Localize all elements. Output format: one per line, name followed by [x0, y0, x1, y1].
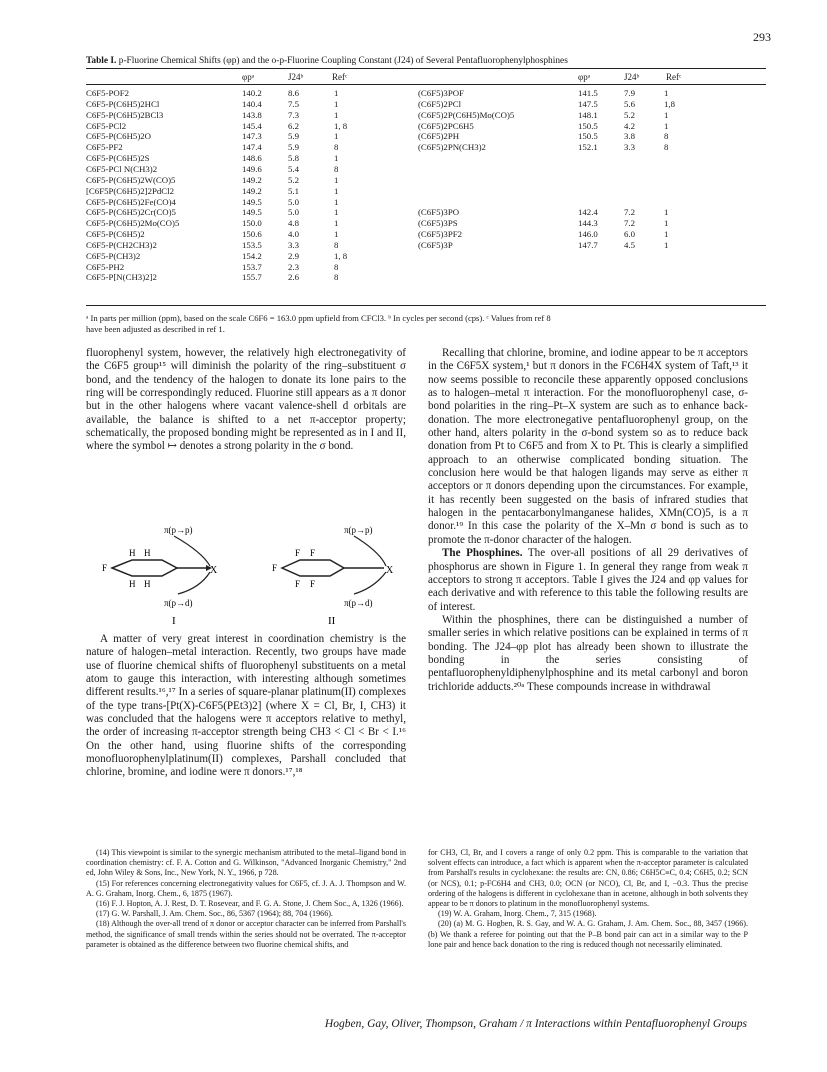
cell-j: 7.3	[288, 109, 299, 120]
arc-top-1	[174, 536, 210, 566]
cell-ref: 8	[334, 261, 339, 272]
table-row	[86, 89, 386, 98]
atom-h-3: H	[129, 579, 136, 589]
cell-compound: C6F5-P(C6H5)2HCl	[86, 99, 160, 109]
cell-j: 5.9	[288, 142, 299, 153]
cell-ref: 1	[334, 174, 339, 185]
cell-j: 4.0	[288, 229, 299, 240]
cell-phi: 140.2	[242, 88, 262, 98]
label-top-2: π(p→p)	[344, 525, 373, 535]
right-paragraph-2-text: The over-all positions of all 29 derivatives of phosphorus are shown in Figure 1. In general they range from weak π acceptors to strong π acceptors. Table I gives the J24 and φp values for each derivative and with reference to this table the following results are of interest.	[428, 547, 748, 613]
table-row	[86, 208, 386, 217]
table-row	[86, 122, 386, 131]
cell-j: 7.2	[624, 207, 635, 217]
table-row	[86, 111, 386, 120]
phosphines-heading: The Phosphines.	[442, 547, 523, 560]
cell-phi: 149.2	[242, 174, 262, 185]
header-j-left: J24ᵇ	[288, 72, 304, 82]
table-row	[418, 132, 718, 141]
cell-compound: C6F5-P(C6H5)2Mo(CO)5	[86, 219, 180, 229]
cell-ref: 8	[334, 142, 339, 153]
atom-f-5: F	[295, 579, 301, 589]
bonding-diagram	[82, 520, 412, 630]
atom-h-4: H	[144, 579, 151, 589]
table-caption-label: Table I.	[86, 56, 117, 66]
label-bot-1: π(p→d)	[164, 598, 193, 608]
table-row	[418, 230, 718, 239]
cell-j: 3.3	[288, 239, 299, 250]
cell-phi: 153.5	[242, 239, 262, 250]
arc-top-2	[354, 536, 386, 566]
cell-j: 3.8	[624, 131, 635, 142]
left-paragraph-2: A matter of very great interest in coordination chemistry is the nature of halogen–metal interaction. Recently, two groups have made use of fluorine chemical shifts of fluorophenyl substituents on a metal atom to gauge this interaction, with interesting although sometimes different results.¹⁶,¹⁷ In a series of square-planar platinum(II) complexes of the type trans-[Pt(X)-C6F5(PEt3)2] (where X = Cl, Br, I, CH3) it was concluded that the halogens were π acceptors relative to methyl, the order of increasing π-acceptor strength being CH3 < Cl < Br < I.¹⁶ On the other hand, using fluorine shifts of the corresponding monofluorophenylplatinum(II) complexes, Parshall concluded that chlorine, bromine, and iodine were π donors.¹⁷,¹⁸	[86, 633, 406, 779]
cell-compound: C6F5-P(C6H5)2Cr(CO)5	[86, 208, 176, 218]
cell-phi: 150.6	[242, 229, 262, 240]
left-column-text-top	[86, 347, 406, 454]
bonding-diagram-svg	[82, 520, 412, 630]
table-row	[418, 89, 718, 98]
cell-compound: C6F5-POF2	[86, 89, 130, 98]
cell-phi: 147.7	[578, 239, 598, 250]
right-column-text	[428, 347, 748, 694]
cell-ref: 8	[334, 239, 339, 250]
cell-j: 5.9	[288, 131, 299, 142]
cell-ref: 1	[334, 98, 339, 109]
cell-compound: (C6F5)3POF	[418, 89, 464, 98]
cell-phi: 149.5	[242, 196, 262, 207]
label-top-1: π(p→p)	[164, 525, 193, 535]
atom-f-1: F	[102, 563, 108, 573]
cell-j: 6.0	[624, 228, 635, 239]
table-row	[86, 100, 386, 109]
table-row	[86, 219, 386, 228]
footnotes-right	[428, 848, 748, 950]
ring-1	[112, 560, 177, 576]
cell-ref: 1	[334, 185, 339, 196]
cell-compound: (C6F5)2PCl	[418, 99, 462, 109]
cell-compound: (C6F5)2PH	[418, 132, 460, 142]
cell-compound: C6F5-P(C6H5)2W(CO)5	[86, 175, 176, 185]
table-top-rule	[86, 68, 766, 69]
table-caption-text: p-Fluorine Chemical Shifts (φp) and the o-p-Fluorine Coupling Constant (J24) of Several Pentafluorophenylphosphines	[116, 56, 568, 66]
roman-1: I	[172, 615, 176, 627]
header-phi-left: φpᵃ	[242, 72, 255, 82]
cell-compound: (C6F5)2PN(CH3)2	[418, 143, 486, 153]
table-row	[418, 219, 718, 228]
cell-ref: 1	[334, 153, 339, 164]
header-j-right: J24ᵇ	[624, 72, 640, 82]
cell-phi: 147.3	[242, 131, 262, 142]
table-row	[86, 187, 386, 196]
atom-f-4: F	[272, 563, 278, 573]
arc-bot-1	[178, 572, 210, 594]
cell-compound: (C6F5)3P	[418, 240, 453, 250]
cell-ref: 1	[664, 228, 669, 239]
table-row	[86, 154, 386, 163]
cell-compound: C6F5-P(CH2CH3)2	[86, 240, 157, 250]
cell-phi: 150.5	[578, 120, 598, 131]
cell-j: 5.0	[288, 196, 299, 207]
header-ref-left: Refᶜ	[332, 72, 348, 82]
footnote-18: (18) Although the over-all trend of π donor or acceptor character can be inferred from Parshall's method, the significance of small trends within the series should not be overrated. The π-acceptor parameter is obtained as the difference between two fluorine chemical shifts, and	[86, 919, 406, 949]
cell-compound: C6F5-P[N(CH3)2]2	[86, 273, 157, 283]
cell-compound: C6F5-P(C6H5)2O	[86, 132, 152, 142]
cell-phi: 153.7	[242, 261, 262, 272]
table-bottom-rule	[86, 305, 766, 306]
table-header-rule	[86, 84, 766, 85]
cell-compound: C6F5-P(C6H5)2S	[86, 154, 150, 164]
table-footnote	[86, 313, 766, 335]
table-row	[86, 143, 386, 152]
cell-j: 2.9	[288, 250, 299, 261]
cell-ref: 1	[664, 109, 669, 120]
cell-ref: 1	[334, 88, 339, 98]
cell-ref: 1,8	[664, 98, 675, 109]
header-ref-right: Refᶜ	[666, 72, 682, 82]
footnote-18-cont: for CH3, Cl, Br, and I covers a range of only 0.2 ppm. This is comparable to the variation that solvent effects can introduce, a fact which is apparent when the π-acceptor parameter is calculated from Parshall's results in cyclohexane: the results are: CN, 0.86; C6H5C≡C, 0.4; C6H5, 0.2; SCN (or NCS), 0.1; p-FC6H4 and CH3, 0.0; OCN (or NCO), Cl, Br, and I, −0.3. Thus the precise ordering of the halogens is different in cyclohexane than in acetone, although in both solvents they appear to be π donors to platinum in the monofluorophenyl systems.	[428, 848, 748, 909]
cell-ref: 1	[664, 217, 669, 228]
cell-phi: 141.5	[578, 88, 598, 98]
cell-j: 5.2	[288, 174, 299, 185]
cell-phi: 142.4	[578, 207, 598, 217]
footnote-19: (19) W. A. Graham, Inorg. Chem., 7, 315 (1968).	[438, 909, 597, 919]
left-paragraph-1: fluorophenyl system, however, the relatively high electronegativity of the C6F5 group¹⁵ will diminish the polarity of the ring–substituent σ bond, and the tendency of the halogen to donate its lone pairs to the ring will be correspondingly reduced. Fluorine still appears as a π donor but in the other halogens where vacant valence-shell d orbitals are available, the balance is shifted to a net π-acceptor property; schematically, the proposed bonding might be represented as in I and II, where the symbol ↦ denotes a strong polarity in the σ bond.	[86, 347, 406, 453]
cell-j: 8.6	[288, 88, 299, 98]
table-row	[418, 100, 718, 109]
cell-j: 7.2	[624, 217, 635, 228]
cell-j: 6.2	[288, 120, 299, 131]
cell-j: 5.8	[288, 153, 299, 164]
cell-ref: 1	[334, 196, 339, 207]
cell-ref: 8	[334, 163, 339, 174]
cell-ref: 1, 8	[334, 120, 348, 131]
cell-compound: [C6F5P(C6H5)2]2PdCl2	[86, 186, 174, 196]
cell-phi: 148.1	[578, 109, 598, 120]
cell-phi: 149.5	[242, 207, 262, 218]
cell-j: 7.9	[624, 88, 635, 98]
cell-compound: C6F5-PCl N(CH3)2	[86, 164, 158, 174]
cell-ref: 1	[334, 131, 339, 142]
cell-compound: (C6F5)3PS	[418, 218, 458, 228]
atom-h-2: H	[144, 548, 151, 558]
table-row	[418, 111, 718, 120]
table-row	[86, 132, 386, 141]
footnote-14: (14) This viewpoint is similar to the synergic mechanism attributed to the metal–ligand bond in coordination chemistry: cf. F. A. Cotton and G. Wilkinson, "Advanced Inorganic Chemistry," 2nd ed, John Wiley & Sons, Inc., New York, N. Y., 1966, p 728.	[86, 848, 406, 878]
cell-phi: 144.3	[578, 217, 598, 228]
cell-phi: 155.7	[242, 272, 262, 283]
cell-ref: 8	[334, 272, 339, 283]
right-paragraph-1: Recalling that chlorine, bromine, and iodine appear to be π acceptors in the C6F5X system,¹ but π donors in the FC6H4X system of Taft,¹³ it now seems possible to reconcile these apparently opposed conclusions as to halogen–metal π interaction. For the monofluorophenyl case, σ-bond polarities in the ring–Pt–X system are such as to enhance back-donation. The more electronegative pentafluorophenyl group, on the other hand, alters polarity in the σ-bond system so as to reduce back donation from Pt to C6F5 and from X to Pt. This is clearly a simplified approach to an otherwise complicated bonding situation. The conclusion here would be that halogen ligands may serve as either π acceptors or π donors depending upon the circumstances. For example, it has recently been suggested on the basis of infrared studies that halogen in the pentacarbonylmanganese halides, XMn(CO)5, is a π donor.¹⁹ In this case the polarity of the X–Mn σ bond is such as to promote the π-donor character of the halogen.	[428, 347, 748, 546]
cell-j: 4.5	[624, 239, 635, 250]
cell-j: 2.6	[288, 272, 299, 283]
cell-phi: 143.8	[242, 109, 262, 120]
cell-phi: 148.6	[242, 153, 262, 164]
right-paragraph-3: Within the phosphines, there can be distinguished a number of smaller series in which relative positions can be explained in terms of π bonding. The J24–φp plot has already been shown to illustrate the bonding in the series consisting of pentafluorophenyldiphenylphosphine and its metal carbonyl and boron trichloride adducts.²⁰ᵃ These compounds increase in withdrawal	[428, 613, 748, 693]
cell-compound: C6F5-P(C6H5)2	[86, 230, 145, 239]
cell-ref: 1	[664, 239, 669, 250]
cell-phi: 140.4	[242, 98, 262, 109]
footnotes-left	[86, 848, 406, 950]
cell-phi: 146.0	[578, 228, 598, 239]
cell-j: 5.2	[624, 109, 635, 120]
cell-phi: 147.4	[242, 142, 262, 153]
table-row	[86, 230, 386, 239]
table-row	[86, 263, 386, 272]
header-phi-right: φpᵃ	[578, 72, 591, 82]
page-number: 293	[753, 30, 771, 44]
footnote-15: (15) For references concerning electronegativity values for C6F5, cf. J. A. J. Thompson and W. A. G. Graham, Inorg. Chem., 6, 1875 (1967).	[86, 878, 406, 898]
cell-phi: 152.1	[578, 142, 598, 153]
table-row	[86, 252, 386, 261]
cell-ref: 1	[334, 109, 339, 120]
cell-ref: 1	[334, 207, 339, 218]
table-row	[86, 241, 386, 250]
cell-j: 5.0	[288, 207, 299, 218]
cell-ref: 8	[664, 142, 669, 153]
cell-j: 5.6	[624, 98, 635, 109]
footnote-20: (20) (a) M. G. Hogben, R. S. Gay, and W. A. G. Graham, J. Am. Chem. Soc., 88, 3457 (1966). (b) We thank a referee for pointing out that the P–B bond pair can act in a similar way to the P lone pair and hence back donation to the ring is reduced though not necessarily eliminated.	[428, 919, 748, 949]
table-row	[86, 176, 386, 185]
roman-2: II	[328, 615, 336, 627]
cell-j: 5.1	[288, 185, 299, 196]
left-column-text-bottom	[86, 633, 406, 780]
atom-f-6: F	[310, 579, 316, 589]
cell-j: 4.8	[288, 218, 299, 229]
cell-compound: (C6F5)2P(C6H5)Mo(CO)5	[418, 110, 515, 120]
table-caption	[86, 55, 766, 67]
ring-2	[282, 560, 344, 576]
footnote-17: (17) G. W. Parshall, J. Am. Chem. Soc., 86, 5367 (1964); 88, 704 (1966).	[96, 909, 333, 919]
footnote-16: (16) F. J. Hopton, A. J. Rest, D. T. Rosevear, and F. G. A. Stone, J. Chem Soc., A, 1326 (1966).	[96, 899, 404, 909]
cell-phi: 154.2	[242, 250, 262, 261]
cell-ref: 1	[664, 207, 669, 217]
cell-j: 3.3	[624, 142, 635, 153]
table-row	[86, 165, 386, 174]
atom-f-3: F	[310, 548, 316, 558]
atom-h-1: H	[129, 548, 136, 558]
cell-phi: 145.4	[242, 120, 262, 131]
atom-x-1: X	[210, 565, 218, 576]
cell-compound: C6F5-PCl2	[86, 121, 127, 131]
cell-compound: C6F5-P(CH3)2	[86, 251, 141, 261]
table-row	[86, 198, 386, 207]
cell-j: 7.5	[288, 98, 299, 109]
arc-bot-2	[354, 572, 386, 594]
table-row	[418, 241, 718, 250]
cell-compound: (C6F5)2PC6H5	[418, 121, 474, 131]
running-footer: Hogben, Gay, Oliver, Thompson, Graham / π Interactions within Pentafluorophenyl Groups	[324, 1018, 747, 1030]
cell-phi: 150.0	[242, 218, 262, 229]
cell-j: 4.2	[624, 120, 635, 131]
table-row	[418, 122, 718, 131]
cell-compound: (C6F5)3PF2	[418, 229, 462, 239]
label-bot-2: π(p→d)	[344, 598, 373, 608]
cell-compound: C6F5-PH2	[86, 262, 125, 272]
atom-x-2: X	[386, 565, 394, 576]
cell-ref: 1, 8	[334, 250, 348, 261]
table-row	[418, 143, 718, 152]
cell-ref: 1	[664, 120, 669, 131]
cell-ref: 1	[664, 88, 669, 98]
cell-ref: 1	[334, 229, 339, 240]
table-footnote-line-1: ᵃ In parts per million (ppm), based on the scale C6F6 = 163.0 ppm upfield from CFCl3. ᵇ In cycles per second (cps). ᶜ Values from ref 8	[86, 313, 551, 323]
cell-j: 5.4	[288, 163, 299, 174]
table-row	[86, 273, 386, 282]
cell-compound: C6F5-P(C6H5)2BCl3	[86, 110, 164, 120]
table-footnote-line-2: have been adjusted as described in ref 1.	[86, 324, 225, 334]
cell-compound: (C6F5)3PO	[418, 208, 460, 217]
cell-j: 2.3	[288, 261, 299, 272]
cell-compound: C6F5-PF2	[86, 143, 123, 153]
cell-phi: 149.6	[242, 163, 262, 174]
cell-ref: 1	[334, 218, 339, 229]
cell-compound: C6F5-P(C6H5)2Fe(CO)4	[86, 197, 176, 207]
cell-ref: 8	[664, 131, 669, 142]
right-paragraph-2	[428, 547, 748, 614]
atom-f-2: F	[295, 548, 301, 558]
cell-phi: 149.2	[242, 185, 262, 196]
cell-phi: 147.5	[578, 98, 598, 109]
cell-phi: 150.5	[578, 131, 598, 142]
table-row	[418, 208, 718, 217]
